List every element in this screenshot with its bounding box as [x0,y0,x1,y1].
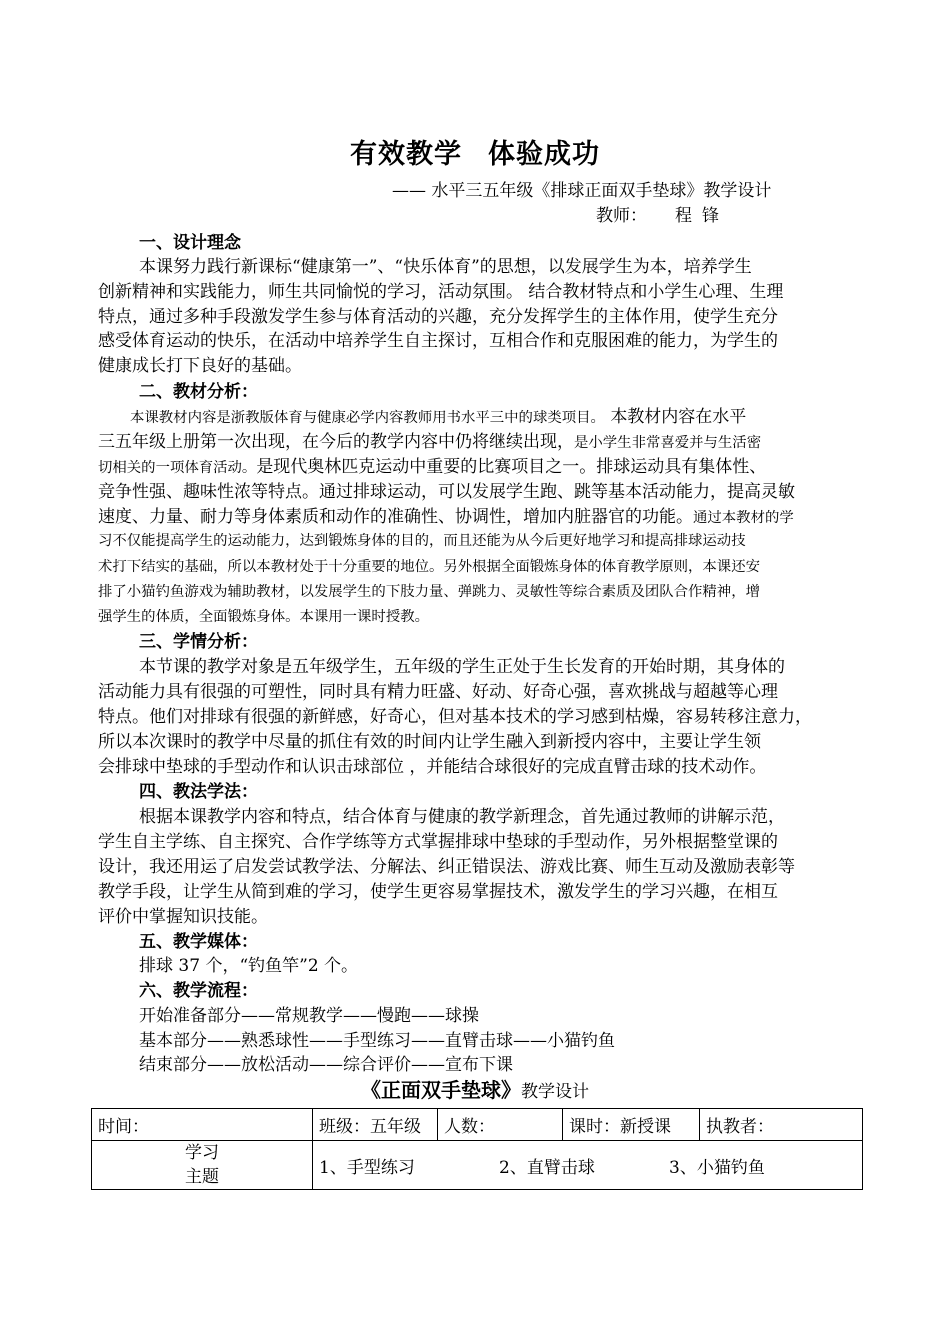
paragraph-line: 会排球中垫球的手型动作和认识击球部位 ，并能结合球很好的完成直臂击球的技术动作。 [98,757,767,777]
section-heading-design-concept: 一、设计理念 [139,233,241,253]
paragraph-line: 设计，我还用运了启发尝试教学法、分解法、纠正错误法、游戏比赛、师生互动及激励表彰等 [98,857,795,877]
topic-item: 3、小猫钓鱼 [669,1157,765,1178]
paragraph-line: 特点，通过多种手段激发学生参与体育活动的兴趣，充分发挥学生的主体作用，使学生充分 [98,307,778,327]
paragraph-line: 切相关的一项体育活动。是现代奥林匹克运动中重要的比赛项目之一。排球运动具有集体性、 [98,457,767,477]
topic-content-cell [313,1141,863,1190]
teacher-line [596,201,729,226]
document-title [0,132,950,171]
section-heading-material-analysis: 二、教材分析： [139,382,258,402]
topic-item: 2、直臂击球 [499,1157,595,1178]
table-title-rest: 教学设计 [521,1082,589,1102]
lesson-type-cell: 课时：新授课 [563,1109,700,1141]
title-part-1: 有效教学 [350,139,462,170]
teacher-label: 教师： [596,206,647,226]
paragraph-line: 习不仅能提高学生的运动能力，达到锻炼身体的目的，而且还能为从今后更好地学习和提高排球运动技 [98,533,746,549]
paragraph-line: 竞争性强、趣味性浓等特点。通过排球运动，可以发展学生跑、跳等基本活动能力，提高灵敏 [98,482,795,502]
teacher-name: 程锋 [675,206,729,226]
paragraph-line: 根据本课教学内容和特点，结合体育与健康的教学新理念，首先通过教师的讲解示范， [139,807,785,827]
title-part-2: 体验成功 [488,139,600,170]
table-title-main: 《正面双手垫球》 [361,1078,521,1102]
section-heading-teaching-media: 五、教学媒体： [139,932,258,952]
table-title [0,1074,950,1103]
lesson-info-table [91,1108,863,1190]
instructor-cell: 执教者： [700,1109,863,1141]
section-heading-teaching-methods: 四、教法学法： [139,782,258,802]
paragraph-line: 活动能力具有很强的可塑性，同时具有精力旺盛、好动、好奇心强，喜欢挑战与超越等心理 [98,682,778,702]
paragraph-line: 健康成长打下良好的基础。 [98,356,302,376]
paragraph-line: 术打下结实的基础，所以本教材处于十分重要的地位。另外根据全面锻炼身体的体育教学原则，本课还安 [98,559,760,575]
paragraph-line: 学生自主学练、自主探究、合作学练等方式掌握排球中垫球的手型动作，另外根据整堂课的 [98,832,778,852]
paragraph-line: 本节课的教学对象是五年级学生，五年级的学生正处于生长发育的开始时期，其身体的 [139,657,785,677]
process-line: 开始准备部分——常规教学——慢跑——球操 [139,1006,479,1026]
table-row [92,1109,863,1141]
paragraph-line: 本课教材内容是浙教版体育与健康必学内容教师用书水平三中的球类项目。 本教材内容在水平 [130,407,747,427]
paragraph-line: 特点。他们对排球有很强的新鲜感，好奇心，但对基本技术的学习感到枯燥，容易转移注意力， [98,707,812,727]
count-cell: 人数： [438,1109,563,1141]
topic-label-cell: 学习 主题 [92,1141,313,1190]
paragraph-line: 所以本次课时的教学中尽量的抓住有效的时间内让学生融入到新授内容中，主要让学生领 [98,732,761,752]
paragraph-line: 排了小猫钓鱼游戏为辅助教材，以发展学生的下肢力量、弹跳力、灵敏性等综合素质及团队合作精神，增 [98,584,760,600]
section-heading-student-analysis: 三、学情分析： [139,632,258,652]
paragraph-line: 强学生的体质，全面锻炼身体。本课用一课时授教。 [98,609,429,625]
paragraph-line: 三五年级上册第一次出现，在今后的教学内容中仍将继续出现，是小学生非常喜爱并与生活密 [98,432,762,452]
topic-item: 1、手型练习 [319,1157,415,1178]
paragraph-line: 教学手段，让学生从简到难的学习，使学生更容易掌握技术，激发学生的学习兴趣，在相互 [98,882,778,902]
document-subtitle: —— 水平三五年级《排球正面双手垫球》教学设计 [392,181,772,201]
paragraph-line: 速度、力量、耐力等身体素质和动作的准确性、协调性，增加内脏器官的功能。通过本教材的学 [98,507,794,527]
table-row [92,1141,863,1190]
time-cell: 时间： [92,1109,313,1141]
paragraph-line: 本课努力践行新课标“健康第一”、“快乐体育”的思想，以发展学生为本，培养学生 [139,257,752,277]
process-line: 基本部分——熟悉球性——手型练习——直臂击球——小猫钓鱼 [139,1031,615,1051]
class-cell: 班级：五年级 [313,1109,438,1141]
process-line: 结束部分——放松活动——综合评价——宣布下课 [139,1055,513,1075]
section-heading-teaching-process: 六、教学流程： [139,981,258,1001]
paragraph-line: 排球 37 个，“钓鱼竿”2 个。 [139,956,359,976]
paragraph-line: 评价中掌握知识技能。 [98,907,268,927]
paragraph-line: 创新精神和实践能力，师生共同愉悦的学习，活动氛围。 结合教材特点和小学生心理、生理 [98,282,784,302]
paragraph-line: 感受体育运动的快乐，在活动中培养学生自主探讨，互相合作和克服困难的能力，为学生的 [98,331,778,351]
